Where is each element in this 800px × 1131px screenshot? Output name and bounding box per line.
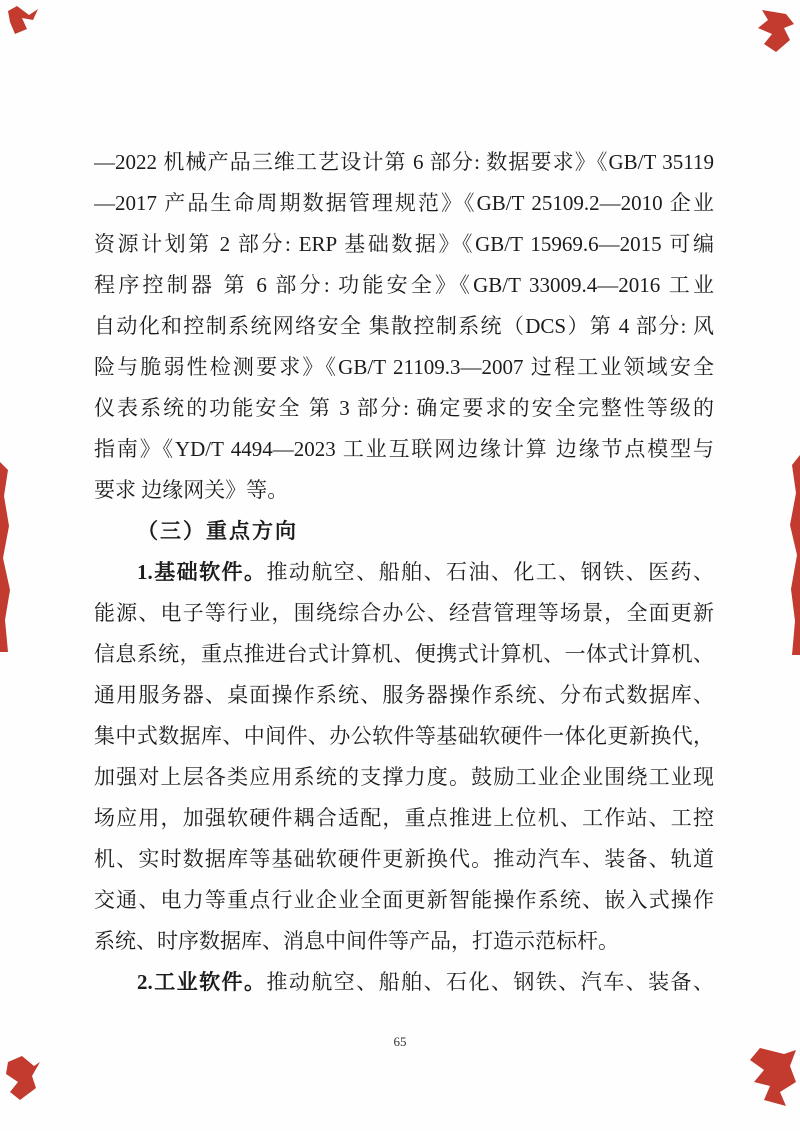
para1-text-line: 场应用，加强软硬件耦合适配，重点推进上位机、工作站、工控 [94,806,714,830]
standards-text-line: —2017 产品生命周期数据管理规范》《GB/T 25109.2—2010 企业 [94,191,714,215]
standards-text-line: 指南》《YD/T 4494—2023 工业互联网边缘计算 边缘节点模型与 [94,437,714,461]
para1-text-line: 通用服务器、桌面操作系统、服务器操作系统、分布式数据库、 [94,683,714,707]
para1-first-line [94,552,714,593]
section-heading: （三）重点方向 [137,519,298,543]
standards-text-line: 要求 边缘网关》等。 [94,478,289,502]
standards-text-line: 险与脆弱性检测要求》《GB/T 21109.3—2007 过程工业领域安全 [94,355,714,379]
para2-first-line [94,962,714,1003]
standards-text-line: —2022 机械产品三维工艺设计第 6 部分: 数据要求》《GB/T 35119 [94,150,714,174]
para1-text: 推动航空、船舶、石油、化工、钢铁、医药、 [266,560,714,584]
scan-artifact-top-left-icon [8,6,38,34]
para1-text-line: 加强对上层各类应用系统的支撑力度。鼓励工业企业围绕工业现 [94,765,714,789]
para1-text-line: 系统、时序数据库、消息中间件等产品，打造示范标杆。 [94,929,619,953]
para1-text-line: 集中式数据库、中间件、办公软件等基础软硬件一体化更新换代， [94,724,714,748]
standards-text-line: 自动化和控制系统网络安全 集散控制系统（DCS）第 4 部分: 风 [94,314,714,338]
standards-text-line: 程序控制器 第 6 部分: 功能安全》《GB/T 33009.4—2016 工业 [94,273,714,297]
scan-artifact-bottom-left-icon [6,1056,40,1100]
scan-artifact-left-edge-icon [0,462,11,652]
scan-artifact-top-right-icon [756,10,794,52]
page-content [94,142,714,1003]
para1-text-line: 机、实时数据库等基础软硬件更新换代。推动汽车、装备、轨道 [94,847,714,871]
page-number: 65 [393,1034,407,1049]
scan-artifact-bottom-right-icon [750,1048,796,1106]
standards-text-line: 资源计划第 2 部分: ERP 基础数据》《GB/T 15969.6—2015 可编 [94,232,714,256]
para1-text-line: 能源、电子等行业，围绕综合办公、经营管理等场景，全面更新 [94,601,714,625]
standards-text-line: 仪表系统的功能安全 第 3 部分: 确定要求的安全完整性等级的 [94,396,714,420]
para2-text: 推动航空、船舶、石化、钢铁、汽车、装备、 [266,970,714,994]
para2-lead: 2.工业软件。 [137,970,267,994]
para1-lead: 1.基础软件。 [137,560,267,584]
para1-text-line: 信息系统，重点推进台式计算机、便携式计算机、一体式计算机、 [94,642,714,666]
para1-text-line: 交通、电力等重点行业企业全面更新智能操作系统、嵌入式操作 [94,888,714,912]
scan-artifact-right-edge-icon [789,455,800,655]
